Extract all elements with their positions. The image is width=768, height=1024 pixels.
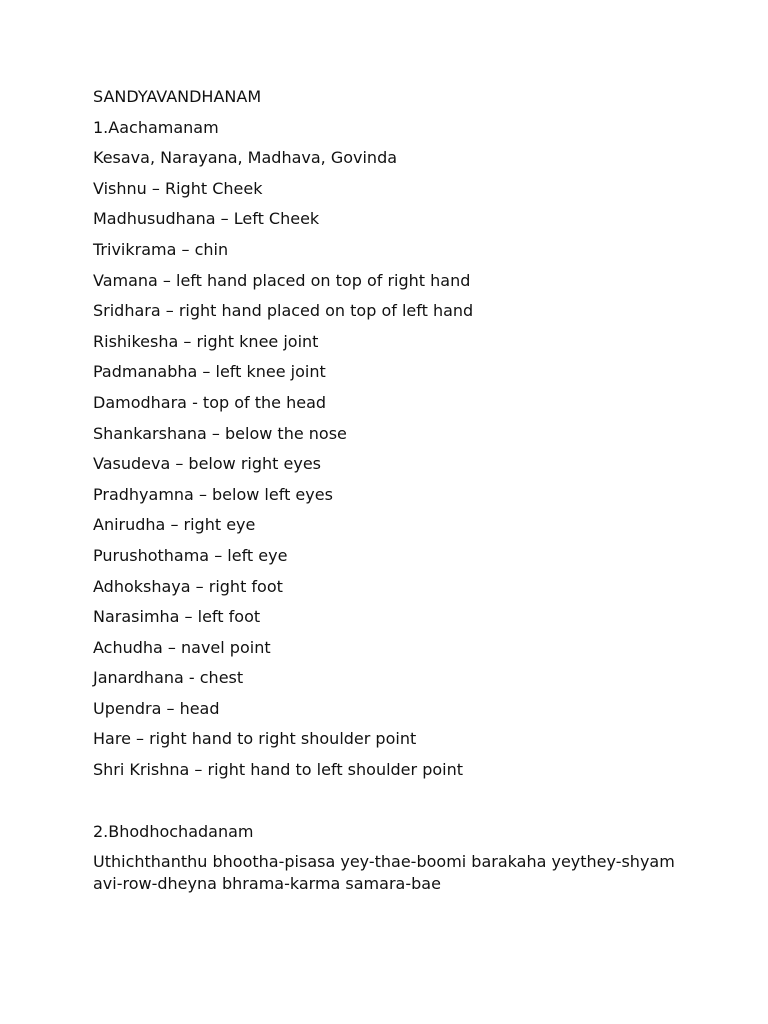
list-item: Achudha – navel point [93, 637, 271, 657]
list-item: Hare – right hand to right shoulder point [93, 729, 417, 749]
list-item: Janardhana - chest [93, 668, 244, 688]
list-item: Vishnu – Right Cheek [93, 178, 263, 198]
list-item: Shankarshana – below the nose [93, 423, 347, 443]
section-heading-bhodhochadanam: 2.Bhodhochadanam [93, 821, 254, 841]
document-title: SANDYAVANDHANAM [93, 87, 262, 106]
paragraph-line: Uthichthanthu bhootha-pisasa yey-thae-boomi barakaha yeythey-shyam [93, 852, 675, 872]
list-item: Purushothama – left eye [93, 545, 288, 565]
aachamanam-list [93, 147, 733, 781]
list-item: Padmanabha – left knee joint [93, 362, 326, 382]
list-item: Shri Krishna – right hand to left shoulder point [93, 760, 463, 780]
bhodhochadanam-paragraph [93, 851, 733, 895]
list-item: Rishikesha – right knee joint [93, 331, 319, 351]
list-item: Upendra – head [93, 698, 220, 718]
list-item: Sridhara – right hand placed on top of left hand [93, 301, 474, 321]
list-item: Vasudeva – below right eyes [93, 454, 322, 474]
section-heading-aachamanam: 1.Aachamanam [93, 117, 219, 137]
list-item: Narasimha – left foot [93, 607, 261, 627]
list-item: Adhokshaya – right foot [93, 576, 283, 596]
list-item: Anirudha – right eye [93, 515, 256, 535]
section-spacer [93, 790, 733, 821]
list-item: Damodhara - top of the head [93, 392, 327, 412]
list-item: Pradhyamna – below left eyes [93, 484, 333, 504]
list-item: Kesava, Narayana, Madhava, Govinda [93, 148, 398, 168]
document-page [93, 86, 733, 895]
paragraph-line: avi-row-dheyna bhrama-karma samara-bae [93, 874, 441, 894]
list-item: Vamana – left hand placed on top of right hand [93, 270, 471, 290]
list-item: Trivikrama – chin [93, 239, 229, 259]
list-item: Madhusudhana – Left Cheek [93, 209, 320, 229]
